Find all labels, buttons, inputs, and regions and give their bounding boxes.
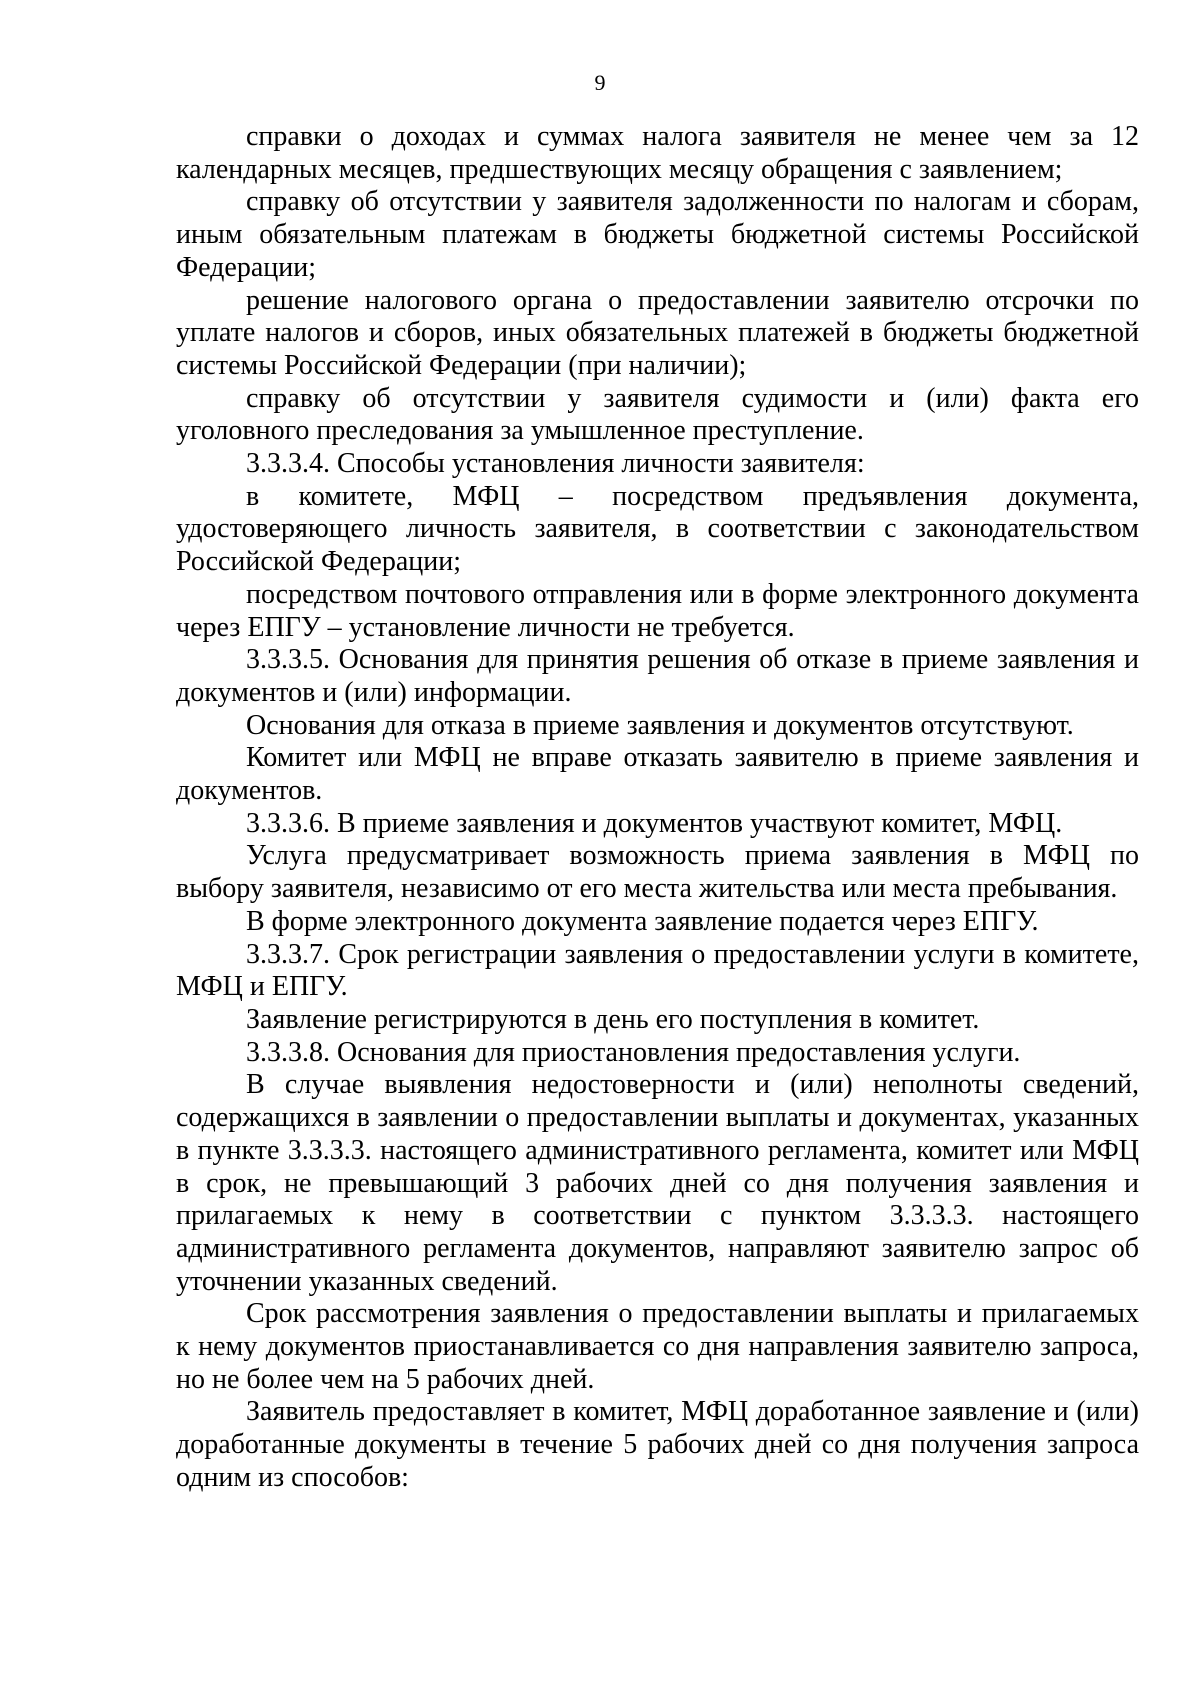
paragraph-3-3-3-4-heading: 3.3.3.4. Способы установления личности заявителя: xyxy=(246,448,865,480)
paragraph-no-right-to-refuse: Комитет или МФЦ не вправе отказать заявителю в приеме заявления и документов. xyxy=(176,742,1139,807)
paragraph-income-certificate: справки о доходах и суммах налога заявителя не менее чем за 12 календарных месяцев, предшествующих месяцу обращения с заявлением; xyxy=(176,121,1139,185)
paragraph-tax-deferral-decision: решение налогового органа о предоставлении заявителю отсрочки по уплате налогов и сборов, иных обязательных платежей в бюджеты бюджетной системы Российской Федерации (при наличии); xyxy=(176,284,1139,381)
paragraph-3-3-3-7-heading: 3.3.3.7. Срок регистрации заявления о предоставлении услуги в комитете, МФЦ и ЕПГУ. xyxy=(176,938,1139,1003)
paragraph-electronic-submission: В форме электронного документа заявление подается через ЕПГУ. xyxy=(246,905,1039,937)
paragraph-revised-submission: Заявитель предоставляет в комитет, МФЦ доработанное заявление и (или) доработанные документы в течение 5 рабочих дней со дня получения запроса одним из способов: xyxy=(176,1396,1139,1493)
document-body xyxy=(176,121,1139,1495)
paragraph-criminal-record-certificate: справку об отсутствии у заявителя судимости и (или) факта его уголовного преследования за умышленное преступление. xyxy=(176,382,1139,447)
paragraph-suspension-term: Срок рассмотрения заявления о предоставлении выплаты и прилагаемых к нему документов приостанавливается со дня направления заявителю запроса, но не более чем на 5 рабочих дней. xyxy=(176,1298,1139,1395)
paragraph-3-3-3-5-heading: 3.3.3.5. Основания для принятия решения об отказе в приеме заявления и документов и (или) информации. xyxy=(176,644,1139,708)
paragraph-extraterritorial-reception: Услуга предусматривает возможность приема заявления в МФЦ по выбору заявителя, независимо от его места жительства или места пребывания. xyxy=(176,840,1139,905)
paragraph-registration-day: Заявление регистрируются в день его поступления в комитет. xyxy=(246,1003,980,1035)
paragraph-3-3-3-8-heading: 3.3.3.8. Основания для приостановления предоставления услуги. xyxy=(246,1036,1021,1068)
paragraph-tax-debt-certificate: справку об отсутствии у заявителя задолженности по налогам и сборам, иным обязательным платежам в бюджеты бюджетной системы Российской Федерации; xyxy=(176,186,1139,283)
paragraph-3-3-3-6-heading: 3.3.3.6. В приеме заявления и документов участвуют комитет, МФЦ. xyxy=(246,807,1063,839)
paragraph-clarification-request: В случае выявления недостоверности и (или) неполноты сведений, содержащихся в заявлении о предоставлении выплаты и документах, указанных в пункте 3.3.3.3. настоящего административного регламента, комитет или МФЦ в срок, не превышающий 3 рабочих дней со дня получения заявления и прилагаемых к нему в соответствии с пунктом 3.3.3.3. настоящего административного регламента документов, направляют заявителю запрос об уточнении указанных сведений. xyxy=(176,1069,1139,1297)
paragraph-identity-in-office: в комитете, МФЦ – посредством предъявления документа, удостоверяющего личность заявителя, в соответствии с законодательством Российской Федерации; xyxy=(176,480,1139,578)
paragraph-no-refusal-grounds: Основания для отказа в приеме заявления и документов отсутствуют. xyxy=(246,709,1074,741)
page-number: 9 xyxy=(594,70,606,95)
paragraph-identity-by-mail: посредством почтового отправления или в форме электронного документа через ЕПГУ – установление личности не требуется. xyxy=(176,578,1139,643)
